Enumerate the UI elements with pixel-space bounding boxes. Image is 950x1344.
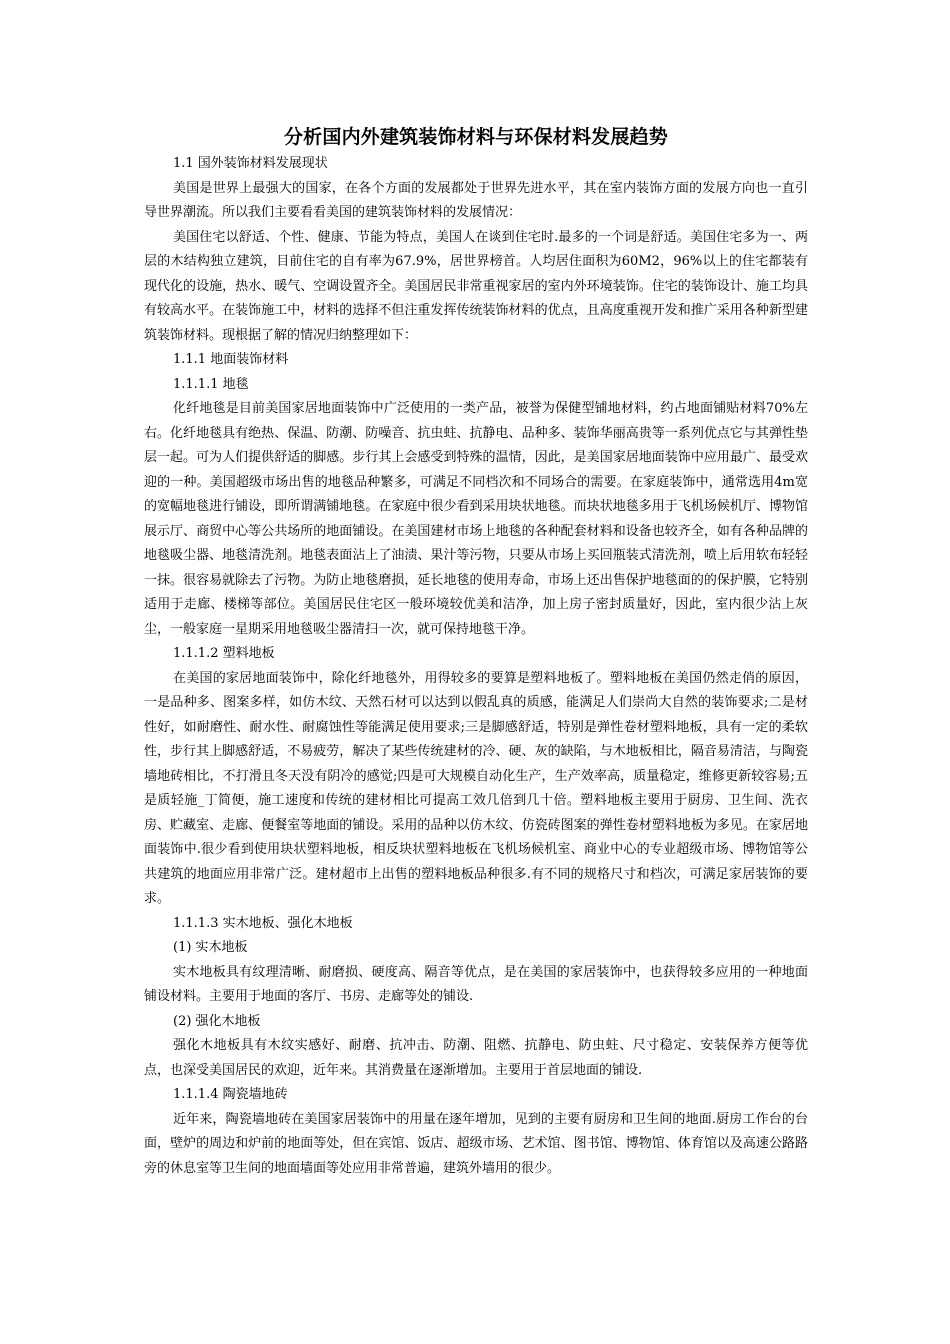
section-heading: 1.1.1.2 塑料地板: [173, 646, 275, 661]
subsection-heading: (1) 实木地板: [173, 940, 248, 955]
paragraph: 在美国的家居地面装饰中，除化纤地毯外，用得较多的要算是塑料地板了。塑料地板在美国仍然走俏的原因，一是品种多、图案多样，如仿木纹、天然石材可以达到以假乱真的质感，能满足人们崇尚大自然的装饰要求;二是材性好，如耐磨性、耐水性、耐腐蚀性等能满足使用要求;三是脚感舒适，特别是弹性卷材塑料地板，具有一定的柔软性，步行其上脚感舒适，不易疲劳，解决了某些传统建材的冷、硬、灰的缺陷，与木地板相比，隔音易清洁，与陶瓷墙地砖相比，不打滑且冬天没有阴冷的感觉;四是可大规模自动化生产，生产效率高，质量稳定，维修更新较容易;五是质轻施_丁简便，施工速度和传统的建材相比可提高工效几倍到几十倍。塑料地板主要用于厨房、卫生间、洗衣房、贮藏室、走廊、便餐室等地面的铺设。采用的品种以仿木纹、仿瓷砖图案的弹性卷材塑料地板为多见。在家居地面装饰中.很少看到使用块状塑料地板，相反块状塑料地板在飞机场候机室、商业中心的专业超级市场、博物馆等公共建筑的地面应用非常广泛。建材超市上出售的塑料地板品种很多.有不同的规格尺寸和档次，可满足家居装饰的要求。: [144, 670, 808, 906]
paragraph: 实木地板具有纹理清晰、耐磨损、硬度高、隔音等优点，是在美国的家居装饰中，也获得较多应用的一种地面铺设材料。主要用于地面的客厅、书房、走廊等处的铺设.: [144, 964, 808, 1004]
document-body: [144, 124, 808, 1181]
section-heading: 1.1.1.4 陶瓷墙地砖: [173, 1087, 288, 1102]
document-title: 分析国内外建筑装饰材料与环保材料发展趋势: [283, 126, 668, 148]
paragraph: 化纤地毯是目前美国家居地面装饰中广泛使用的一类产品，被誉为保健型铺地材料，约占地面铺贴材料70%左右。化纤地毯具有绝热、保温、防潮、防噪音、抗虫蛀、抗静电、品种多、装饰华丽高贵等一系列优点它与其弹性垫层一起。可为人们提供舒适的脚感。步行其上会感受到特殊的温情，因此，是美国家居地面装饰中应用最广、最受欢迎的一种。美国超级市场出售的地毯品种繁多，可满足不同档次和不同场合的需要。在家庭装饰中，通常选用4m宽的宽幅地毯进行铺设，即所谓满铺地毯。在家庭中很少看到采用块状地毯。而块状地毯多用于飞机场候机厅、博物馆展示厅、商贸中心等公共场所的地面铺设。在美国建材市场上地毯的各种配套材料和设备也较齐全，如有各种品牌的地毯吸尘器、地毯清洗剂。地毯表面沾上了油渍、果汁等污物，只要从市场上买回瓶装式清洗剂，喷上后用软布轻轻一抹。很容易就除去了污物。为防止地毯磨损，延长地毯的使用寿命，市场上还出售保护地毯面的的保护膜，它特别适用于走廊、楼梯等部位。美国居民住宅区一般环境较优美和洁净，加上房子密封质量好，因此，室内很少沾上灰尘，一般家庭一星期采用地毯吸尘器清扫一次，就可保持地毯干净。: [144, 401, 808, 637]
paragraph: 近年来，陶瓷墙地砖在美国家居装饰中的用量在逐年增加，见到的主要有厨房和卫生间的地面.厨房工作台的台面，壁炉的周边和炉前的地面等处，但在宾馆、饭店、超级市场、艺术馆、图书馆、博物馆、体育馆以及高速公路路旁的休息室等卫生间的地面墙面等处应用非常普遍，建筑外墙用的很少。: [144, 1111, 808, 1176]
section-heading: 1.1 国外装饰材料发展现状: [173, 156, 328, 171]
section-heading: 1.1.1 地面装饰材料: [173, 352, 289, 367]
paragraph: 美国是世界上最强大的国家，在各个方面的发展都处于世界先进水平，其在室内装饰方面的发展方向也一直引导世界潮流。所以我们主要看看美国的建筑装饰材料的发展情况：: [144, 180, 808, 220]
paragraph: 强化木地板具有木纹实感好、耐磨、抗冲击、防潮、阻燃、抗静电、防虫蛀、尺寸稳定、安装保养方便等优点，也深受美国居民的欢迎，近年来。其消费量在逐渐增加。主要用于首层地面的铺设.: [144, 1038, 808, 1078]
subsection-heading: (2) 强化木地板: [173, 1013, 261, 1029]
paragraph: 美国住宅以舒适、个性、健康、节能为特点，美国人在谈到住宅时.最多的一个词是舒适。美国住宅多为一、两层的木结构独立建筑，目前住宅的自有率为67.9%，居世界榜首。人均居住面积为60M2，96%以上的住宅都装有现代化的设施，热水、暖气、空调设置齐全。美国居民非常重视家居的室内外环境装饰。住宅的装饰设计、施工均具有较高水平。在装饰施工中，材料的选择不但注重发挥传统装饰材料的优点，且高度重视开发和推广采用各种新型建筑装饰材料。现根据了解的情况归纳整理如下：: [144, 229, 808, 343]
section-heading: 1.1.1.3 实木地板、强化木地板: [173, 915, 353, 931]
section-heading: 1.1.1.1 地毯: [173, 376, 249, 392]
